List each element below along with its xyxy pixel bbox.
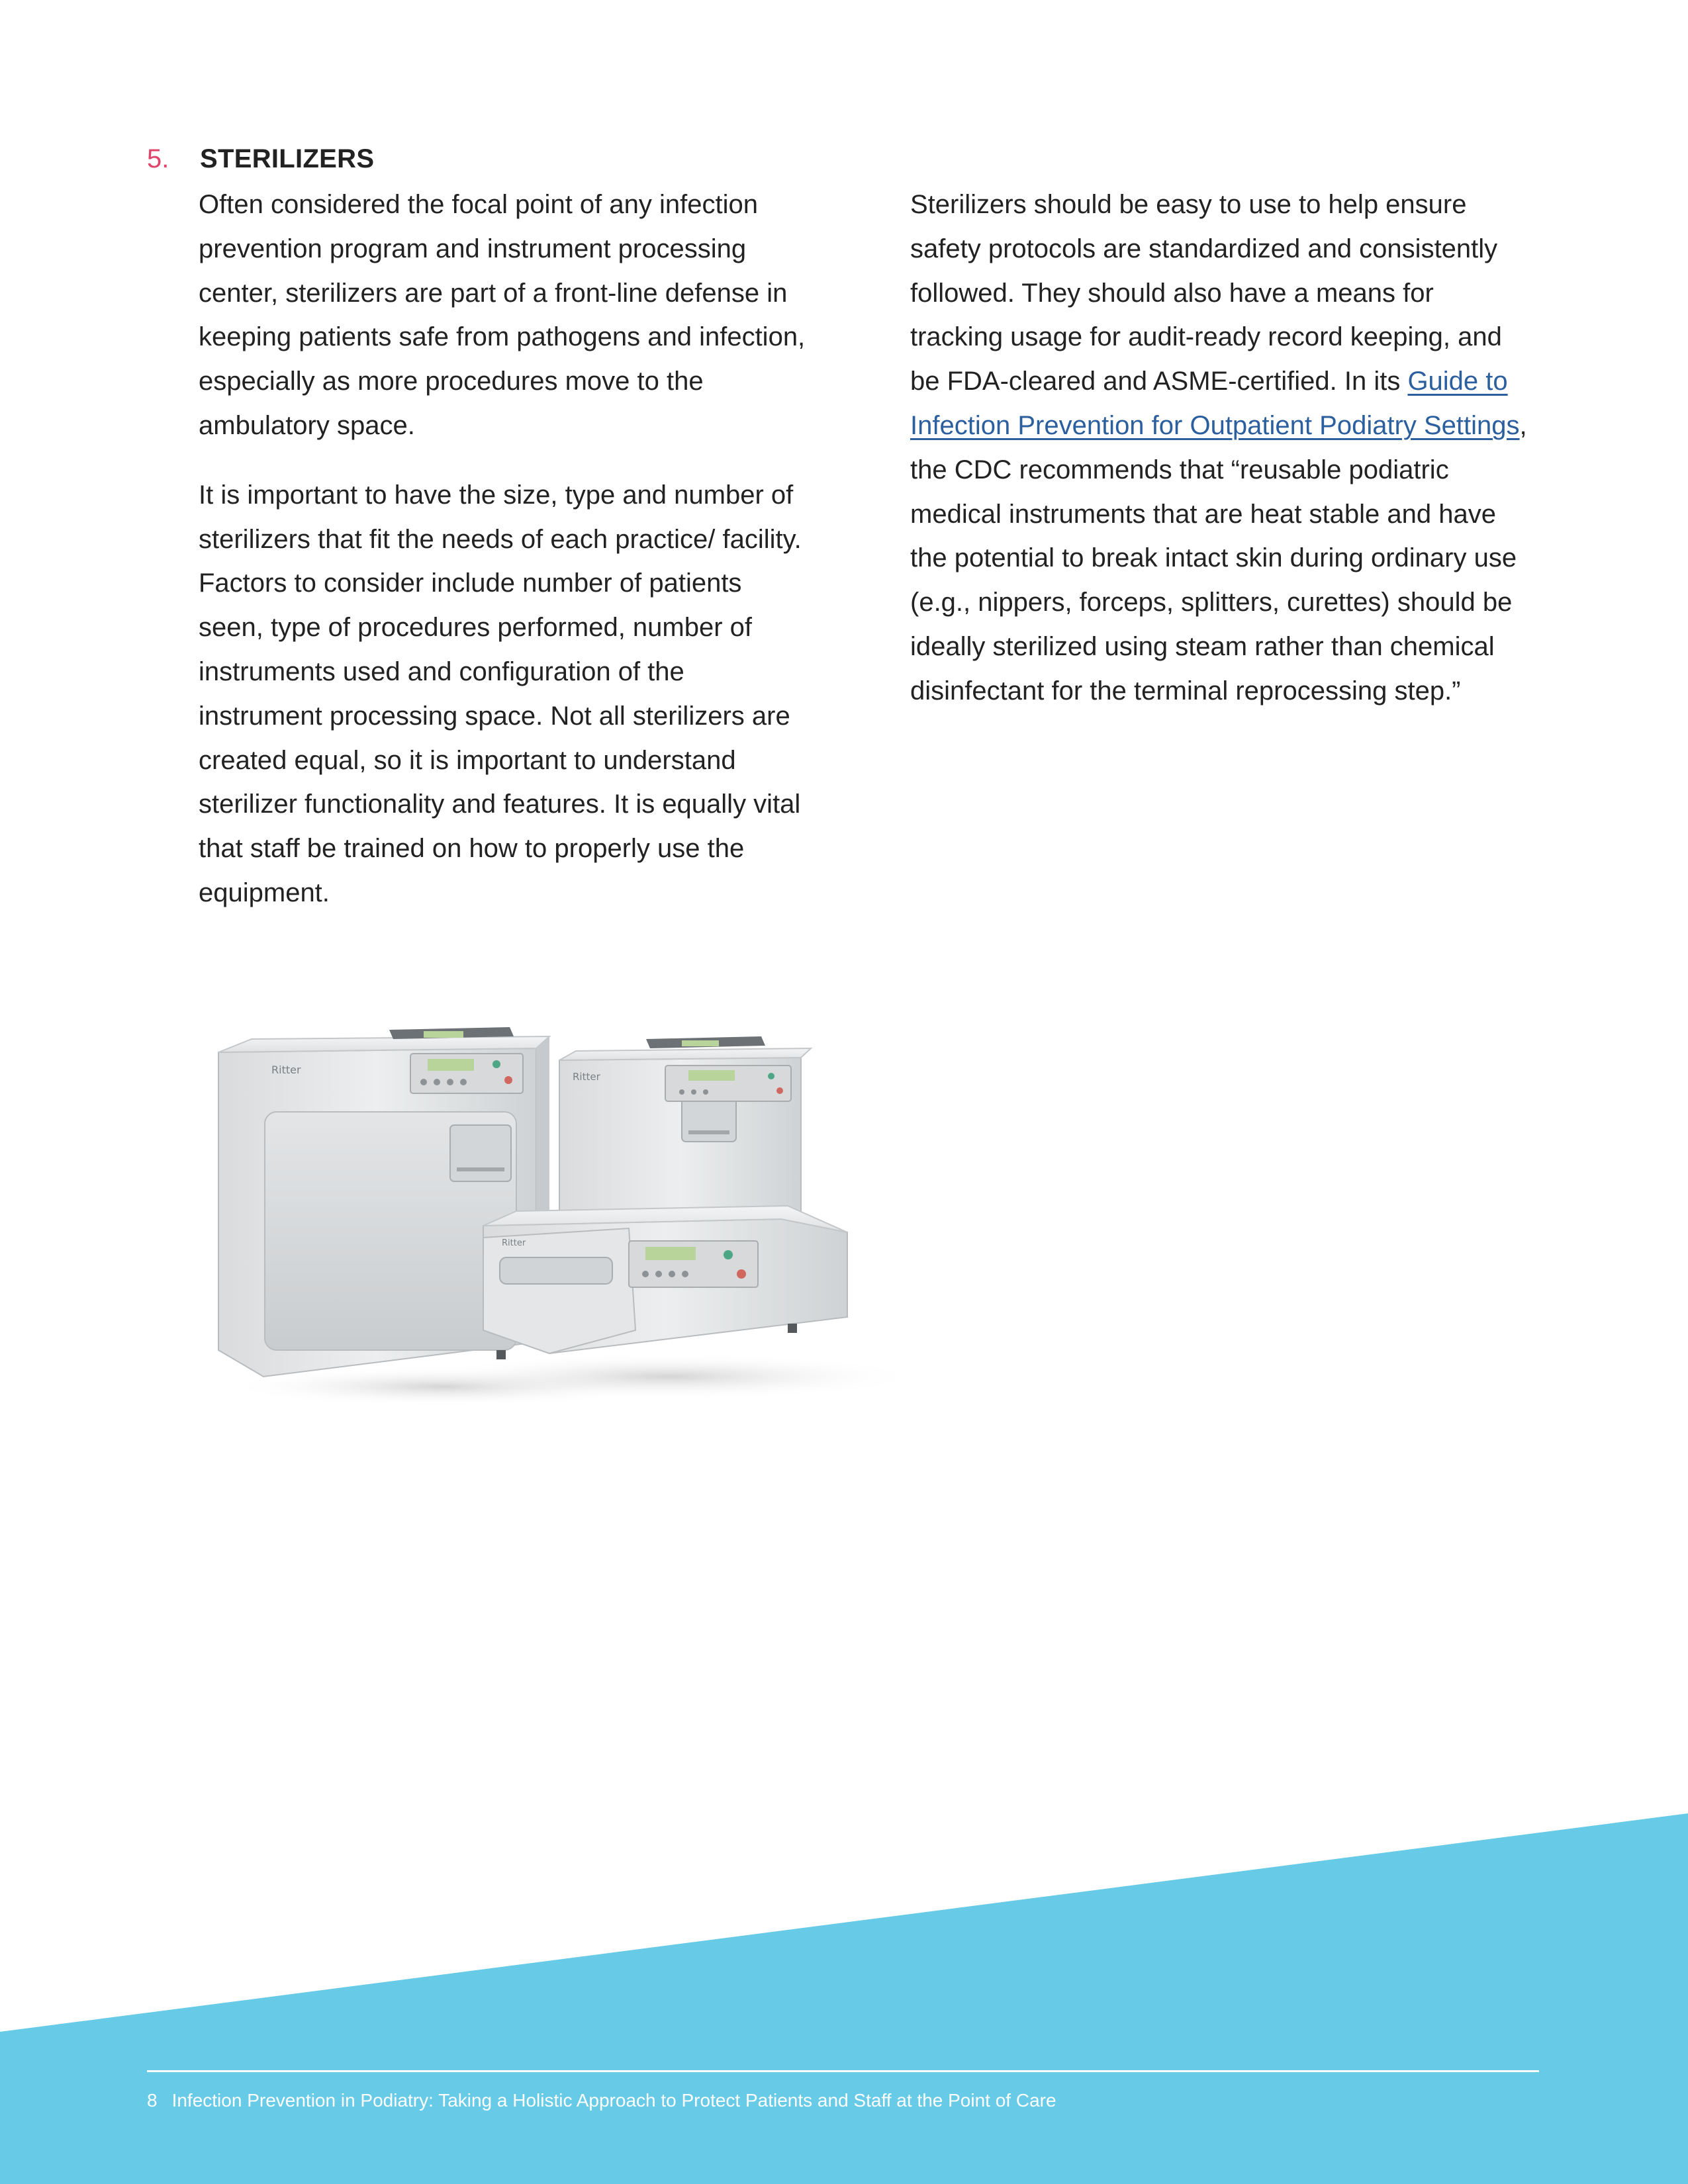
large-sterilizer-brand: Ritter — [271, 1064, 301, 1076]
right-text-before-link: Sterilizers should be easy to use to help ensure safety protocols are standardized and consistently followed. They should also have a means for tracking usage for audit-ready record keeping, and be FDA-cleared and ASME-certified. In its — [910, 190, 1502, 396]
right-text-after-link: , the CDC recommends that “reusable podiatric medical instruments that are heat stable and have the potential to break intact skin during ordinary use (e.g., nippers, forceps, splitters, curettes) should be ideally sterilized using steam rather than chemical disinfectant for the terminal reprocessing step.” — [910, 410, 1527, 705]
footer-title: Infection Prevention in Podiatry: Taking a Holistic Approach to Protect Patients and Staff at the Point of Care — [171, 2090, 1056, 2111]
medium-sterilizer-brand: Ritter — [573, 1071, 600, 1083]
section-title: STERILIZERS — [200, 144, 375, 173]
footer-rule — [147, 2070, 1539, 2072]
low-sterilizer-brand: Ritter — [502, 1238, 526, 1248]
footer — [147, 2089, 1056, 2113]
section-number: 5. — [147, 144, 169, 173]
page-number: 8 — [147, 2090, 158, 2111]
cdc-guide-link[interactable]: Guide to Infection Prevention for Outpatient Podiatry Settings — [910, 367, 1520, 440]
left-paragraph-1: Often considered the focal point of any infection prevention program and instrument processing center, sterilizers are part of a front-line defense in keeping patients safe from pathogens and infection, especially as more procedures move to the ambulatory space. — [199, 190, 806, 440]
left-paragraph-2: It is important to have the size, type and number of sterilizers that fit the needs of each practice/ facility. Factors to consider include number of patients seen, type of procedures performed, number of instruments used and configuration of the instrument processing space. Not all sterilizers are created equal, so it is important to understand sterilizer functionality and features. It is equally vital that staff be trained on how to properly use the equipment. — [199, 480, 802, 907]
